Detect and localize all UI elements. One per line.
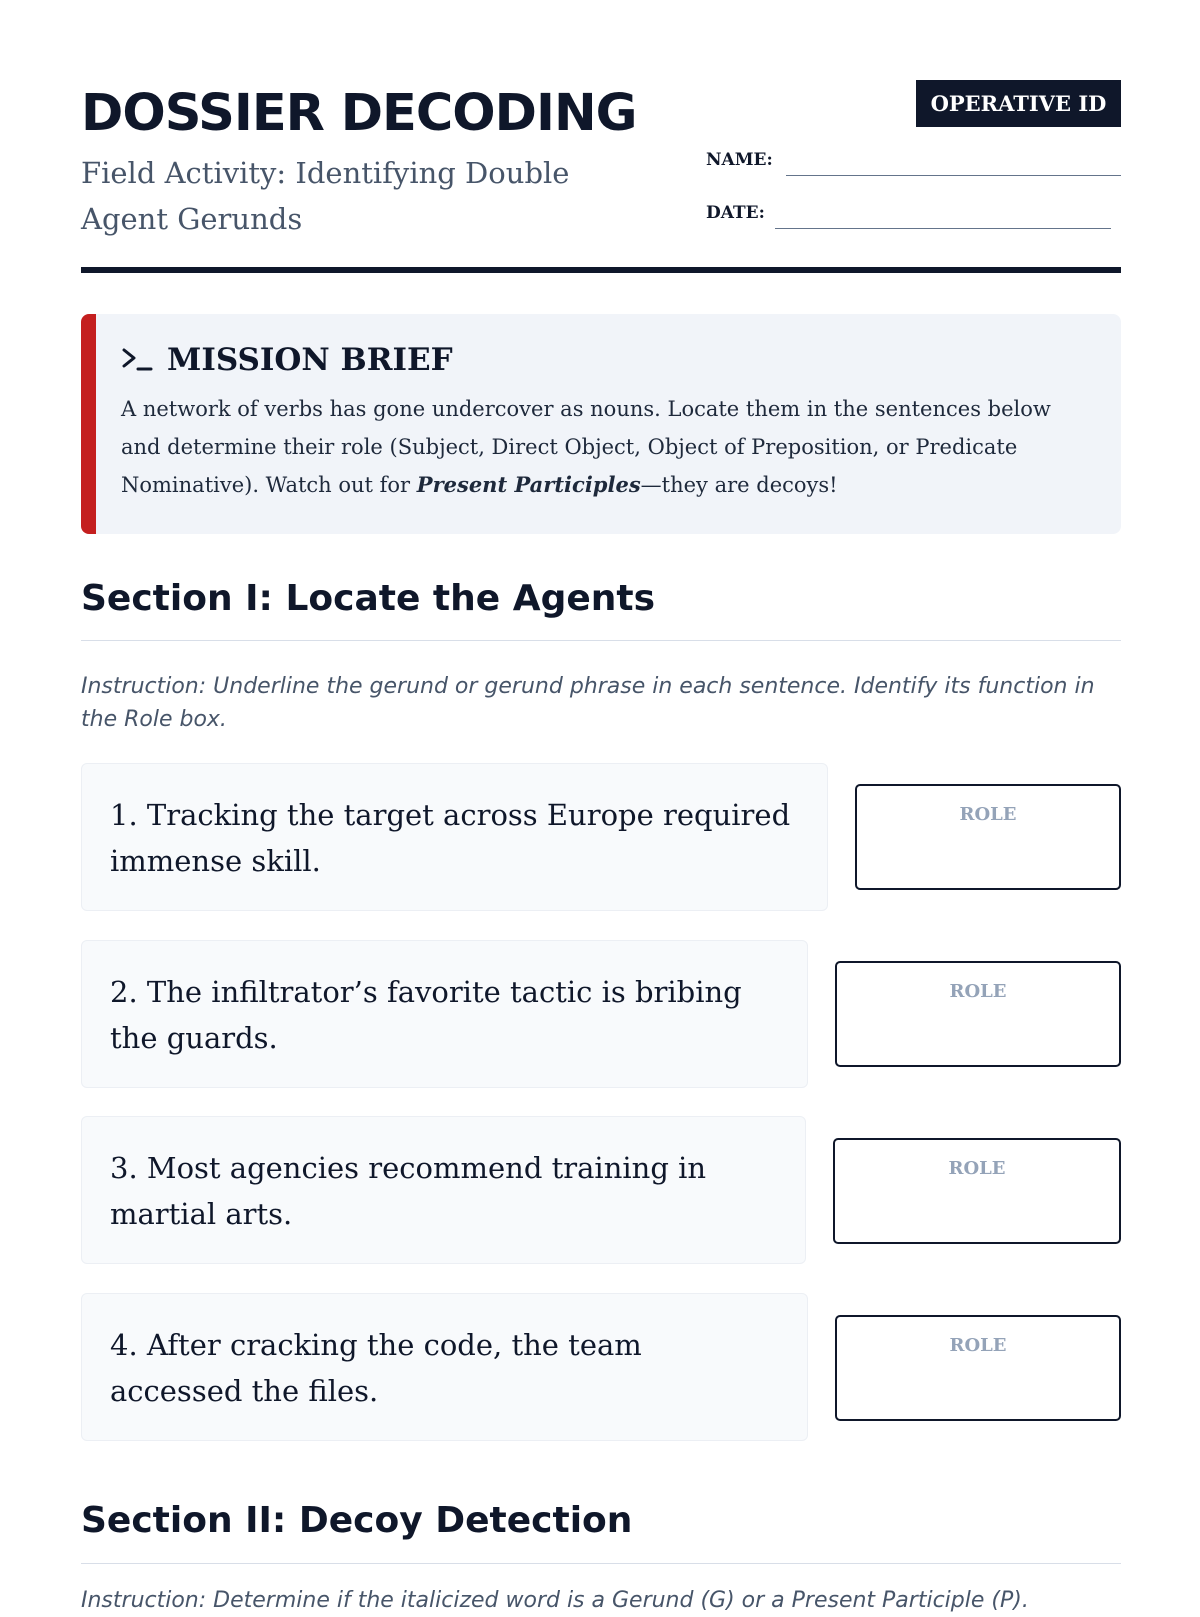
question-card xyxy=(81,1293,808,1441)
page-subtitle: Field Activity: Identifying Double Agent Gerunds xyxy=(81,156,570,236)
brief-text-outro: —they are decoys! xyxy=(640,473,838,497)
worksheet-page xyxy=(81,0,1121,1613)
brief-title: MISSION BRIEF xyxy=(167,342,453,378)
question-text: 1. Tracking the target across Europe required immense skill. xyxy=(110,798,791,878)
section-2-divider xyxy=(81,1563,1121,1564)
question-text: 4. After cracking the code, the team accessed the files. xyxy=(110,1328,642,1408)
operative-id-badge: OPERATIVE ID xyxy=(916,80,1121,127)
question-card xyxy=(81,940,808,1088)
section-1-instruction: Instruction: Underline the gerund or gerund phrase in each sentence. Identify its function in the Role box. xyxy=(81,674,1095,732)
role-label: ROLE xyxy=(948,1158,1006,1179)
name-label: NAME: xyxy=(706,150,773,170)
role-answer-box[interactable] xyxy=(833,1138,1121,1244)
terminal-prompt-icon xyxy=(121,344,155,376)
mission-brief-panel xyxy=(81,314,1121,534)
role-answer-box[interactable] xyxy=(835,961,1121,1067)
date-field[interactable] xyxy=(775,228,1111,229)
question-card xyxy=(81,763,828,911)
header-divider xyxy=(81,267,1121,273)
question-text: 2. The infiltrator’s favorite tactic is bribing the guards. xyxy=(110,975,742,1055)
name-field[interactable] xyxy=(786,175,1121,176)
date-label: DATE: xyxy=(706,203,765,223)
role-label: ROLE xyxy=(959,804,1017,825)
brief-emphasis: Present Participles xyxy=(416,472,641,497)
question-card xyxy=(81,1116,806,1264)
role-answer-box[interactable] xyxy=(855,784,1121,890)
brief-text-intro: A network of verbs has gone undercover as nouns. Locate them in the sentences below and determine their role (Subject, Direct Object, Object of Preposition, or Predicate Nominative). Watch out for xyxy=(121,397,1051,497)
brief-accent-bar xyxy=(81,314,96,534)
section-2-instruction: Instruction: Determine if the italicized word is a Gerund (G) or a Present Participle (P). xyxy=(81,1588,1029,1613)
brief-text xyxy=(121,390,1081,504)
role-label: ROLE xyxy=(949,981,1007,1002)
section-1-divider xyxy=(81,640,1121,641)
role-answer-box[interactable] xyxy=(835,1315,1121,1421)
role-label: ROLE xyxy=(949,1335,1007,1356)
question-text: 3. Most agencies recommend training in martial arts. xyxy=(110,1151,707,1231)
section-2-title: Section II: Decoy Detection xyxy=(81,1500,633,1541)
page-title: DOSSIER DECODING xyxy=(81,84,637,143)
section-1-title: Section I: Locate the Agents xyxy=(81,578,656,619)
